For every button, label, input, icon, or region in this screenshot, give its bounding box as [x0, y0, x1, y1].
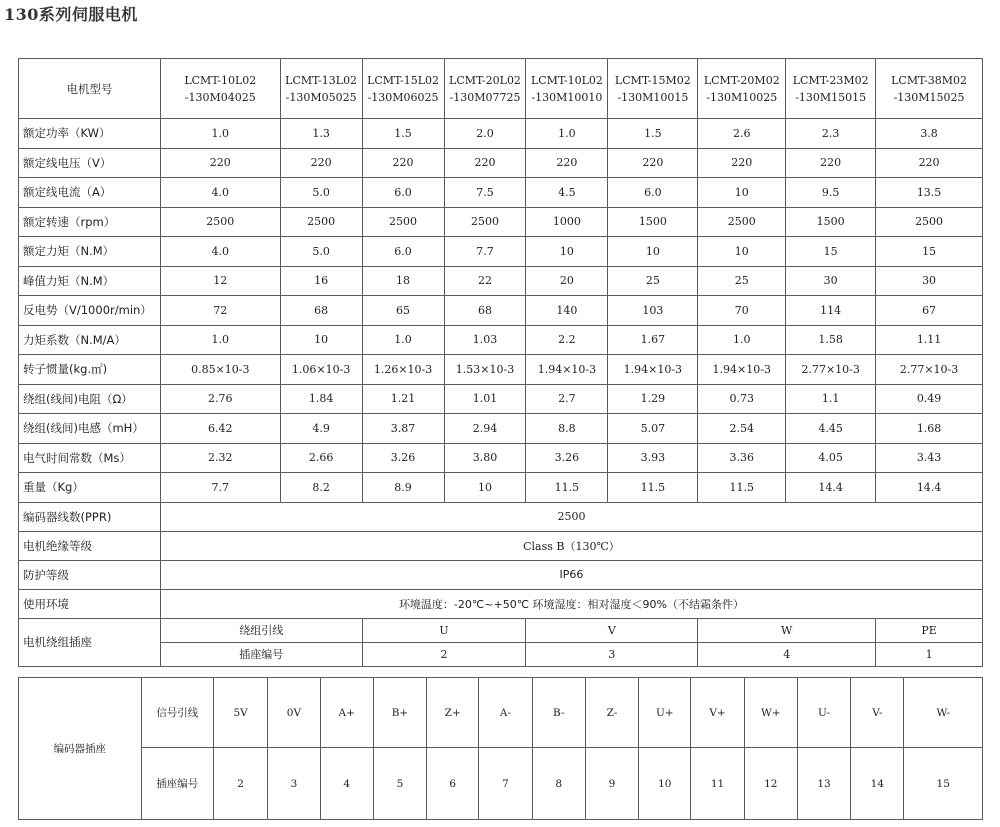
spec-value-cell: 18: [362, 266, 444, 296]
encoder-signal-cell: V+: [691, 678, 744, 748]
spec-value-cell: 6.42: [160, 414, 280, 444]
model-name-line: LCMT-15M02: [614, 73, 691, 87]
spec-value-cell: 3.80: [444, 443, 526, 473]
winding-lead-row: [19, 618, 983, 642]
winding-socket-cell: 3: [526, 642, 698, 666]
spec-value-cell: 1.67: [608, 325, 698, 355]
spec-table: [18, 58, 983, 667]
spec-value-cell: 15: [786, 237, 876, 267]
spec-value-cell: 4.5: [526, 178, 608, 208]
model-name-line: LCMT-10L02: [530, 73, 603, 87]
spec-value-cell: 1.01: [444, 384, 526, 414]
spec-value-cell: 2.2: [526, 325, 608, 355]
model-name-cell: [608, 59, 698, 119]
model-name-line: LCMT-10L02: [184, 73, 257, 87]
spec-value-cell: 72: [160, 296, 280, 326]
model-name-line: LCMT-20L02: [449, 73, 521, 87]
spec-value-cell: 4.0: [160, 178, 280, 208]
spec-value-cell: 220: [160, 148, 280, 178]
spec-value-cell: 2.77×10-3: [786, 355, 876, 385]
spec-value-cell: 14.4: [786, 473, 876, 503]
spec-row-label: 绕组(线间)电感（mH）: [19, 414, 161, 444]
spec-value-cell: 1500: [786, 207, 876, 237]
spec-value-cell: 1.68: [876, 414, 983, 444]
spec-value-cell: 220: [362, 148, 444, 178]
winding-lead-cell: W: [698, 618, 876, 642]
model-name-line: -130M15015: [795, 90, 867, 104]
spec-value-cell: 0.85×10-3: [160, 355, 280, 385]
encoder-signal-cell: W+: [744, 678, 797, 748]
spec-row-label: 反电势（V/1000r/min）: [19, 296, 161, 326]
spec-row-label: 转子惯量(kg.㎡): [19, 355, 161, 385]
shared-spec-row: [19, 589, 983, 618]
spec-value-cell: 3.87: [362, 414, 444, 444]
spec-value-cell: 2.66: [280, 443, 362, 473]
spec-value-cell: 2.7: [526, 384, 608, 414]
winding-socket-number-label: 插座编号: [160, 642, 362, 666]
spec-value-cell: 10: [526, 237, 608, 267]
spec-value-cell: 8.9: [362, 473, 444, 503]
spec-value-cell: 70: [698, 296, 786, 326]
shared-spec-row: [19, 502, 983, 531]
spec-value-cell: 9.5: [786, 178, 876, 208]
model-header-label: 电机型号: [19, 59, 161, 119]
spec-value-cell: 3.26: [362, 443, 444, 473]
spec-value-cell: 1.29: [608, 384, 698, 414]
shared-row-label: 编码器线数(PPR): [19, 502, 161, 531]
model-name-line: -130M10015: [617, 90, 689, 104]
model-name-line: LCMT-13L02: [285, 73, 358, 87]
shared-row-value: 2500: [160, 502, 982, 531]
encoder-socket-cell: 9: [585, 748, 638, 820]
encoder-signal-cell: Z+: [427, 678, 479, 748]
model-name-line: -130M15025: [893, 90, 965, 104]
shared-spec-row: [19, 560, 983, 589]
spec-row: [19, 119, 983, 149]
spec-value-cell: 103: [608, 296, 698, 326]
spec-row-label: 额定力矩（N.M）: [19, 237, 161, 267]
spec-row: [19, 207, 983, 237]
spec-value-cell: 1.0: [526, 119, 608, 149]
spec-row: [19, 473, 983, 503]
spec-value-cell: 2.3: [786, 119, 876, 149]
winding-socket-cell: 2: [362, 642, 526, 666]
shared-row-label: 防护等级: [19, 560, 161, 589]
winding-lead-cell: PE: [876, 618, 983, 642]
spec-row-label: 额定线电流（A）: [19, 178, 161, 208]
spec-row: [19, 237, 983, 267]
encoder-signal-cell: A-: [479, 678, 532, 748]
spec-value-cell: 11.5: [608, 473, 698, 503]
spec-value-cell: 1.84: [280, 384, 362, 414]
spec-value-cell: 1.0: [160, 119, 280, 149]
spec-value-cell: 3.8: [876, 119, 983, 149]
model-name-line: -130M04025: [184, 90, 256, 104]
spec-value-cell: 1.94×10-3: [608, 355, 698, 385]
spec-value-cell: 5.07: [608, 414, 698, 444]
shared-row-value: 环境温度：-20℃~+50℃ 环境湿度：相对湿度＜90%（不结霜条件）: [160, 589, 982, 618]
encoder-socket-cell: 8: [532, 748, 585, 820]
spec-value-cell: 2500: [876, 207, 983, 237]
spec-value-cell: 11.5: [698, 473, 786, 503]
spec-value-cell: 6.0: [608, 178, 698, 208]
spec-value-cell: 13.5: [876, 178, 983, 208]
spec-value-cell: 2500: [280, 207, 362, 237]
encoder-socket-cell: 15: [904, 748, 983, 820]
spec-row: [19, 325, 983, 355]
spec-value-cell: 1.21: [362, 384, 444, 414]
spec-value-cell: 1.11: [876, 325, 983, 355]
spec-value-cell: 1500: [608, 207, 698, 237]
model-name-cell: [362, 59, 444, 119]
page-title: 130系列伺服电机: [4, 5, 138, 24]
model-name-cell: [280, 59, 362, 119]
spec-value-cell: 5.0: [280, 237, 362, 267]
spec-value-cell: 140: [526, 296, 608, 326]
model-name-cell: [444, 59, 526, 119]
spec-value-cell: 220: [526, 148, 608, 178]
encoder-socket-cell: 11: [691, 748, 744, 820]
spec-value-cell: 4.05: [786, 443, 876, 473]
encoder-signal-cell: W-: [904, 678, 983, 748]
spec-value-cell: 22: [444, 266, 526, 296]
spec-row: [19, 414, 983, 444]
model-name-line: -130M10010: [531, 90, 603, 104]
spec-value-cell: 220: [608, 148, 698, 178]
model-header-row: [19, 59, 983, 119]
model-name-line: -130M06025: [367, 90, 439, 104]
encoder-socket-label: 编码器插座: [19, 678, 142, 820]
spec-row-label: 额定线电压（V）: [19, 148, 161, 178]
shared-row-value: Class B（130℃）: [160, 531, 982, 560]
spec-value-cell: 2.6: [698, 119, 786, 149]
spec-value-cell: 10: [444, 473, 526, 503]
spec-value-cell: 1.5: [362, 119, 444, 149]
spec-row-label: 重量（Kg）: [19, 473, 161, 503]
encoder-signal-cell: B+: [373, 678, 426, 748]
spec-value-cell: 4.45: [786, 414, 876, 444]
spec-value-cell: 220: [786, 148, 876, 178]
spec-value-cell: 1.3: [280, 119, 362, 149]
spec-value-cell: 2.77×10-3: [876, 355, 983, 385]
encoder-socket-cell: 7: [479, 748, 532, 820]
spec-value-cell: 10: [698, 237, 786, 267]
spec-value-cell: 2.76: [160, 384, 280, 414]
spec-value-cell: 220: [698, 148, 786, 178]
encoder-signal-cell: A+: [320, 678, 373, 748]
model-name-cell: [160, 59, 280, 119]
spec-value-cell: 1.94×10-3: [526, 355, 608, 385]
encoder-socket-cell: 12: [744, 748, 797, 820]
spec-value-cell: 4.9: [280, 414, 362, 444]
model-name-cell: [526, 59, 608, 119]
winding-socket-cell: 4: [698, 642, 876, 666]
spec-value-cell: 114: [786, 296, 876, 326]
spec-value-cell: 3.26: [526, 443, 608, 473]
spec-value-cell: 1.1: [786, 384, 876, 414]
spec-value-cell: 2500: [160, 207, 280, 237]
spec-row-label: 峰值力矩（N.M）: [19, 266, 161, 296]
model-name-line: LCMT-23M02: [792, 73, 869, 87]
spec-value-cell: 25: [608, 266, 698, 296]
spec-value-cell: 0.49: [876, 384, 983, 414]
model-name-line: -130M10025: [706, 90, 778, 104]
model-name-cell: [876, 59, 983, 119]
encoder-socket-cell: 2: [214, 748, 268, 820]
model-name-line: -130M05025: [285, 90, 357, 104]
spec-value-cell: 2.94: [444, 414, 526, 444]
spec-value-cell: 7.7: [444, 237, 526, 267]
encoder-socket-cell: 4: [320, 748, 373, 820]
spec-row: [19, 148, 983, 178]
spec-value-cell: 0.73: [698, 384, 786, 414]
model-name-cell: [698, 59, 786, 119]
spec-row: [19, 296, 983, 326]
spec-value-cell: 68: [444, 296, 526, 326]
spec-value-cell: 1.26×10-3: [362, 355, 444, 385]
spec-value-cell: 1.58: [786, 325, 876, 355]
spec-value-cell: 1000: [526, 207, 608, 237]
spec-value-cell: 7.5: [444, 178, 526, 208]
encoder-socket-cell: 5: [373, 748, 426, 820]
spec-row: [19, 355, 983, 385]
spec-value-cell: 30: [876, 266, 983, 296]
spec-row: [19, 384, 983, 414]
encoder-table: [18, 677, 983, 820]
spec-value-cell: 220: [280, 148, 362, 178]
spec-value-cell: 3.93: [608, 443, 698, 473]
spec-value-cell: 7.7: [160, 473, 280, 503]
spec-value-cell: 2.32: [160, 443, 280, 473]
spec-value-cell: 6.0: [362, 237, 444, 267]
spec-value-cell: 1.0: [160, 325, 280, 355]
spec-value-cell: 1.06×10-3: [280, 355, 362, 385]
spec-value-cell: 220: [444, 148, 526, 178]
winding-socket-row: [19, 642, 983, 666]
spec-row: [19, 266, 983, 296]
spec-value-cell: 1.03: [444, 325, 526, 355]
spec-value-cell: 220: [876, 148, 983, 178]
spec-value-cell: 67: [876, 296, 983, 326]
spec-value-cell: 3.43: [876, 443, 983, 473]
model-name-line: LCMT-38M02: [891, 73, 967, 87]
spec-row-label: 力矩系数（N.M/A）: [19, 325, 161, 355]
spec-row: [19, 443, 983, 473]
spec-value-cell: 2.0: [444, 119, 526, 149]
spec-row: [19, 178, 983, 208]
spec-value-cell: 10: [280, 325, 362, 355]
model-name-line: LCMT-20M02: [703, 73, 780, 87]
shared-row-value: IP66: [160, 560, 982, 589]
spec-value-cell: 3.36: [698, 443, 786, 473]
model-name-line: LCMT-15L02: [367, 73, 439, 87]
encoder-socket-cell: 14: [851, 748, 904, 820]
spec-value-cell: 30: [786, 266, 876, 296]
encoder-signal-row: [19, 678, 983, 748]
model-name-line: -130M07725: [449, 90, 521, 104]
encoder-signal-cell: V-: [851, 678, 904, 748]
spec-value-cell: 14.4: [876, 473, 983, 503]
encoder-socket-row: [19, 748, 983, 820]
encoder-socket-cell: 3: [268, 748, 320, 820]
encoder-signal-cell: 0V: [268, 678, 320, 748]
spec-value-cell: 4.0: [160, 237, 280, 267]
winding-lead-label: 绕组引线: [160, 618, 362, 642]
spec-value-cell: 20: [526, 266, 608, 296]
spec-value-cell: 8.2: [280, 473, 362, 503]
shared-row-label: 使用环境: [19, 589, 161, 618]
model-name-cell: [786, 59, 876, 119]
spec-row-label: 额定功率（KW）: [19, 119, 161, 149]
encoder-socket-number-label: 插座编号: [141, 748, 213, 820]
encoder-signal-cell: U+: [639, 678, 691, 748]
encoder-signal-cell: 5V: [214, 678, 268, 748]
spec-row-label: 电气时间常数（Ms）: [19, 443, 161, 473]
spec-value-cell: 10: [608, 237, 698, 267]
shared-spec-row: [19, 531, 983, 560]
spec-value-cell: 1.0: [362, 325, 444, 355]
winding-socket-cell: 1: [876, 642, 983, 666]
spec-value-cell: 2.54: [698, 414, 786, 444]
spec-value-cell: 65: [362, 296, 444, 326]
winding-lead-cell: U: [362, 618, 526, 642]
encoder-socket-cell: 13: [797, 748, 850, 820]
spec-value-cell: 12: [160, 266, 280, 296]
encoder-signal-cell: U-: [797, 678, 850, 748]
encoder-socket-cell: 6: [427, 748, 479, 820]
spec-value-cell: 10: [698, 178, 786, 208]
spec-value-cell: 25: [698, 266, 786, 296]
winding-socket-label: 电机绕组插座: [19, 618, 161, 666]
encoder-signal-cell: B-: [532, 678, 585, 748]
spec-value-cell: 2500: [698, 207, 786, 237]
shared-row-label: 电机绝缘等级: [19, 531, 161, 560]
spec-value-cell: 1.5: [608, 119, 698, 149]
spec-value-cell: 2500: [362, 207, 444, 237]
spec-value-cell: 11.5: [526, 473, 608, 503]
spec-value-cell: 15: [876, 237, 983, 267]
spec-value-cell: 1.53×10-3: [444, 355, 526, 385]
spec-value-cell: 6.0: [362, 178, 444, 208]
spec-value-cell: 16: [280, 266, 362, 296]
encoder-signal-cell: Z-: [585, 678, 638, 748]
spec-row-label: 绕组(线间)电阻（Ω）: [19, 384, 161, 414]
spec-value-cell: 2500: [444, 207, 526, 237]
spec-value-cell: 8.8: [526, 414, 608, 444]
winding-lead-cell: V: [526, 618, 698, 642]
spec-value-cell: 1.94×10-3: [698, 355, 786, 385]
spec-value-cell: 5.0: [280, 178, 362, 208]
spec-row-label: 额定转速（rpm）: [19, 207, 161, 237]
encoder-signal-label: 信号引线: [141, 678, 213, 748]
spec-value-cell: 1.0: [698, 325, 786, 355]
spec-value-cell: 68: [280, 296, 362, 326]
encoder-socket-cell: 10: [639, 748, 691, 820]
